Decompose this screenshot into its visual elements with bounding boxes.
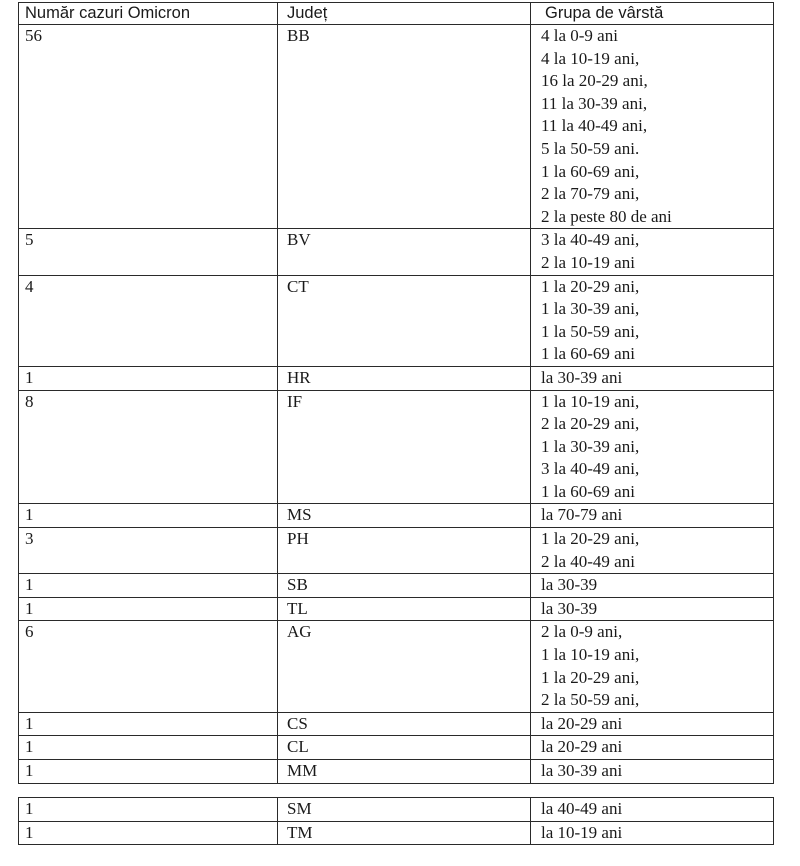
cell-age-groups (531, 275, 774, 366)
cell-age-groups (531, 504, 774, 528)
age-group-line: 3 la 40-49 ani, (541, 459, 640, 479)
age-group-line: 1 la 10-19 ani, (541, 391, 640, 411)
omicron-cases-table-continued-body (19, 798, 774, 845)
cell-age-groups (531, 597, 774, 621)
cell-age-groups (531, 366, 774, 390)
table-row (19, 760, 774, 784)
cell-county: BB (278, 25, 531, 229)
age-group-line: 4 la 0-9 ani (541, 26, 618, 45)
table-row (19, 25, 774, 229)
age-group-line: 1 la 60-69 ani (541, 481, 635, 501)
age-group-line: 1 la 10-19 ani, (541, 645, 640, 665)
age-group-line: 1 la 50-59 ani, (541, 321, 640, 341)
cell-county: MM (278, 760, 531, 784)
age-group-line: la 70-79 ani (541, 505, 623, 525)
cell-age-groups (531, 574, 774, 598)
cell-county: CS (278, 712, 531, 736)
age-group-line: 11 la 40-49 ani, (541, 116, 648, 136)
cell-county: PH (278, 528, 531, 574)
cell-age-groups (531, 798, 774, 822)
table-row (19, 229, 774, 275)
cell-cases: 6 (19, 621, 278, 712)
cell-county: MS (278, 504, 531, 528)
table-row (19, 574, 774, 598)
table-row (19, 712, 774, 736)
table-row (19, 597, 774, 621)
cell-cases: 3 (19, 528, 278, 574)
cell-county: IF (278, 390, 531, 504)
cell-cases: 1 (19, 736, 278, 760)
age-group-line: 4 la 10-19 ani, (541, 48, 640, 68)
cell-county: SM (278, 798, 531, 822)
age-group-line: 2 la 40-49 ani (541, 551, 635, 571)
cell-county: SB (278, 574, 531, 598)
age-group-line: 1 la 30-39 ani, (541, 299, 640, 319)
cell-cases: 5 (19, 229, 278, 275)
age-group-line: 2 la 10-19 ani (541, 252, 635, 272)
cell-cases: 1 (19, 597, 278, 621)
age-group-line: 3 la 40-49 ani, (541, 230, 640, 250)
age-group-line: 1 la 20-29 ani, (541, 667, 640, 687)
cell-cases: 1 (19, 574, 278, 598)
age-group-line: 2 la peste 80 de ani (541, 206, 672, 226)
age-group-line: la 30-39 (541, 575, 598, 595)
table-header-row (19, 3, 774, 25)
table-row (19, 736, 774, 760)
age-group-line: 5 la 50-59 ani. (541, 138, 640, 158)
table-row (19, 798, 774, 822)
age-group-line: 1 la 20-29 ani, (541, 276, 640, 296)
omicron-cases-table-body (19, 3, 774, 784)
table-row (19, 504, 774, 528)
table-row (19, 528, 774, 574)
cell-county: CL (278, 736, 531, 760)
cell-age-groups (531, 528, 774, 574)
cell-cases: 1 (19, 712, 278, 736)
age-group-line: 1 la 20-29 ani, (541, 529, 640, 549)
header-age-group: Grupa de vârstă (531, 3, 774, 25)
header-county: Județ (278, 3, 531, 25)
cell-county: TM (278, 821, 531, 845)
age-group-line: 2 la 70-79 ani, (541, 184, 640, 204)
cell-age-groups (531, 821, 774, 845)
cell-county: HR (278, 366, 531, 390)
cell-cases: 1 (19, 504, 278, 528)
cell-age-groups (531, 25, 774, 229)
header-cases: Număr cazuri Omicron (19, 3, 278, 25)
age-group-line: 2 la 50-59 ani, (541, 690, 640, 710)
cell-county: CT (278, 275, 531, 366)
cell-age-groups (531, 621, 774, 712)
cell-county: TL (278, 597, 531, 621)
age-group-line: la 30-39 (541, 598, 598, 618)
age-group-line: 1 la 60-69 ani, (541, 161, 640, 181)
cell-age-groups (531, 712, 774, 736)
age-group-line: la 20-29 ani (541, 737, 623, 757)
cell-age-groups (531, 229, 774, 275)
cell-cases: 1 (19, 821, 278, 845)
cell-age-groups (531, 736, 774, 760)
age-group-line: 1 la 60-69 ani (541, 344, 635, 364)
cell-cases: 8 (19, 390, 278, 504)
age-group-line: la 10-19 ani (541, 822, 623, 842)
cell-cases: 56 (19, 25, 278, 229)
cell-cases: 4 (19, 275, 278, 366)
table-row (19, 366, 774, 390)
cell-county: AG (278, 621, 531, 712)
omicron-cases-table (18, 2, 774, 784)
age-group-line: 2 la 20-29 ani, (541, 414, 640, 434)
age-group-line: 1 la 30-39 ani, (541, 436, 640, 456)
omicron-cases-table-continued (18, 797, 774, 845)
cell-cases: 1 (19, 760, 278, 784)
table-row (19, 821, 774, 845)
table-row (19, 621, 774, 712)
age-group-line: la 40-49 ani (541, 799, 623, 818)
age-group-line: la 20-29 ani (541, 713, 623, 733)
age-group-line: la 30-39 ani (541, 761, 623, 780)
age-group-line: la 30-39 ani (541, 367, 623, 387)
cell-cases: 1 (19, 366, 278, 390)
table-row (19, 390, 774, 504)
table-row (19, 275, 774, 366)
cell-age-groups (531, 390, 774, 504)
cell-county: BV (278, 229, 531, 275)
cell-age-groups (531, 760, 774, 784)
cell-cases: 1 (19, 798, 278, 822)
age-group-line: 11 la 30-39 ani, (541, 93, 648, 113)
age-group-line: 16 la 20-29 ani, (541, 71, 648, 91)
age-group-line: 2 la 0-9 ani, (541, 622, 623, 642)
